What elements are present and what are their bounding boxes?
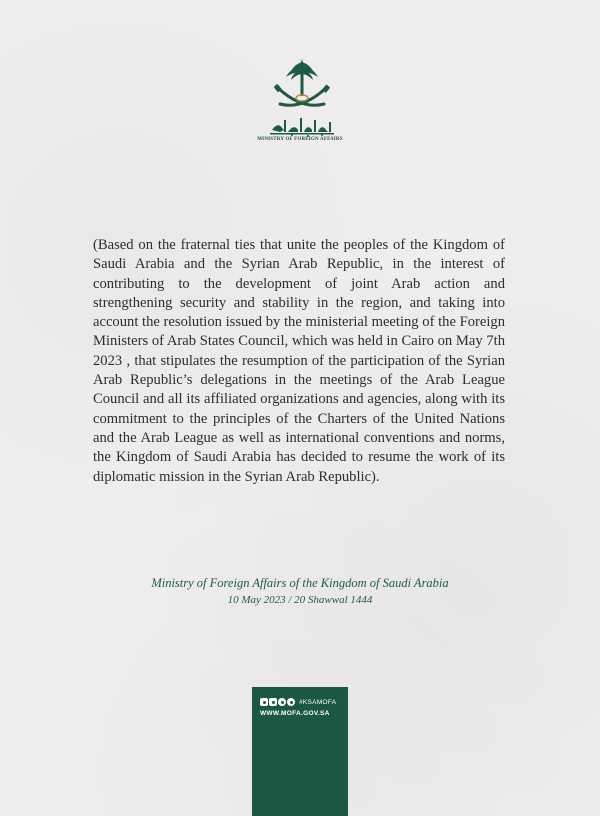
instagram-icon[interactable] bbox=[278, 698, 286, 706]
statement-body: (Based on the fraternal ties that unite the peoples of the Kingdom of Saudi Arabia and the Syrian Arab Republic, in the interest of contributing to the development of joint Arab action and strengthening security and stability in the region, and taking into account the resolution issued by the ministerial meeting of the Foreign Ministers of Arab States Council, which was held in Cairo on May 7th 2023 , that stipulates the resumption of the participation of the Syrian Arab Republic’s delegations in the meetings of the Arab League Council and all its affiliated organizations and agencies, along with its commitment to the principles of the Charters of the United Nations and the Arab League as well as international conventions and norms, the Kingdom of Saudi Arabia has decided to resume the work of its diplomatic mission in the Syrian Arab Republic). bbox=[93, 237, 505, 485]
social-handle[interactable]: #KSAMOFA bbox=[299, 698, 337, 706]
logo-caption: MINISTRY OF FOREIGN AFFAIRS bbox=[257, 137, 343, 142]
footer-contact-box bbox=[252, 687, 348, 816]
facebook-icon[interactable] bbox=[269, 698, 277, 706]
youtube-icon[interactable] bbox=[260, 698, 268, 706]
website-link[interactable]: WWW.MOFA.GOV.SA bbox=[260, 710, 330, 717]
signature-block bbox=[100, 575, 500, 609]
twitter-icon[interactable] bbox=[287, 698, 295, 706]
social-icons-row bbox=[260, 698, 336, 706]
date-line: 10 May 2023 / 20 Shawwal 1444 bbox=[227, 594, 373, 606]
issuer-line: Ministry of Foreign Affairs of the Kingdom of Saudi Arabia bbox=[151, 576, 449, 590]
ministry-emblem-icon bbox=[262, 58, 342, 148]
